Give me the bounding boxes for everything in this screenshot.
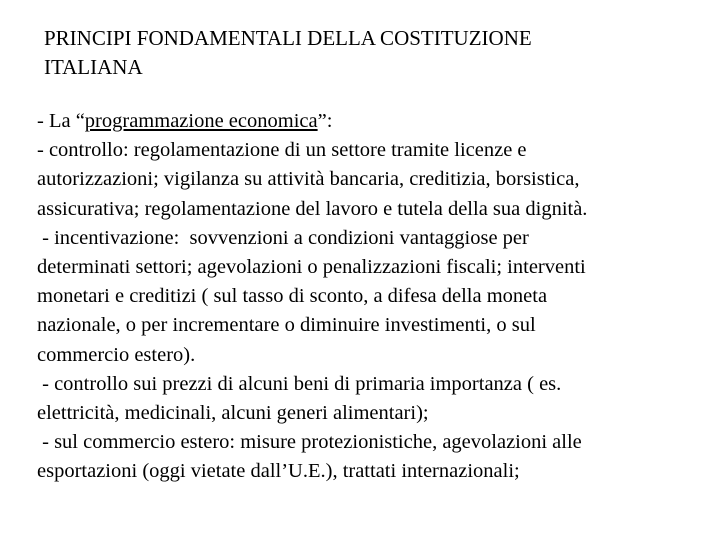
slide-body [37, 107, 707, 487]
body-line-5: determinati settori; agevolazioni o penalizzazioni fiscali; interventi [37, 256, 586, 279]
intro-line [37, 107, 707, 136]
body-line-6: monetari e creditizi ( sul tasso di sconto, a difesa della moneta [37, 285, 548, 308]
body-line-12: esportazioni (oggi vietate dall’U.E.), trattati internazionali; [37, 460, 520, 483]
intro-prefix: - La “ [37, 110, 85, 132]
title-line-1: PRINCIPI FONDAMENTALI DELLA COSTITUZIONE [44, 26, 532, 50]
intro-suffix: ”: [317, 110, 333, 132]
body-line-2: autorizzazioni; vigilanza su attività bancaria, creditizia, borsistica, [37, 168, 580, 191]
body-line-7: nazionale, o per incrementare o diminuire investimenti, o sul [37, 314, 536, 337]
body-line-8: commercio estero). [37, 343, 196, 366]
title-line-2: ITALIANA [44, 55, 143, 79]
body-line-10: elettricità, medicinali, alcuni generi alimentari); [37, 402, 429, 425]
body-line-1: - controllo: regolamentazione di un settore tramite licenze e [37, 139, 527, 162]
body-line-11: - sul commercio estero: misure protezionistiche, agevolazioni alle [37, 431, 582, 454]
body-line-4: - incentivazione: sovvenzioni a condizioni vantaggiose per [37, 226, 529, 249]
underlined-term: programmazione economica [84, 110, 318, 132]
body-line-3: assicurativa; regolamentazione del lavoro e tutela della sua dignità. [37, 197, 588, 220]
body-line-9: - controllo sui prezzi di alcuni beni di primaria importanza ( es. [37, 372, 562, 395]
slide-title [44, 24, 664, 82]
